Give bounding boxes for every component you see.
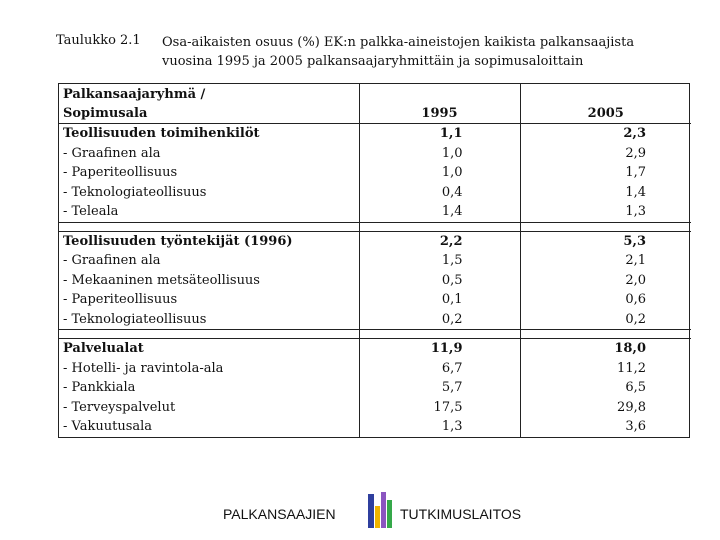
logo-bar-green <box>387 500 392 528</box>
row-value-2005: 11,2 <box>520 359 691 379</box>
row-value-2005: 29,8 <box>520 398 691 418</box>
row-label: - Terveyspalvelut <box>63 399 176 415</box>
table-row <box>59 271 691 291</box>
table-row <box>59 310 691 330</box>
section-value-2005: 5,3 <box>520 231 691 251</box>
row-value-1995: 1,0 <box>359 163 520 183</box>
data-table <box>58 83 690 438</box>
section-spacer-row <box>59 222 691 231</box>
section-title-label: Palvelualat <box>59 339 359 359</box>
row-label: - Hotelli- ja ravintola-ala <box>63 360 224 376</box>
table-number: Taulukko 2.1 <box>56 33 141 48</box>
header-year-1995: 1995 <box>359 84 520 124</box>
section-title-label: Teollisuuden työntekijät (1996) <box>59 231 359 251</box>
row-value-2005: 1,4 <box>520 183 691 203</box>
header-year-2005: 2005 <box>520 84 691 124</box>
table-row <box>59 202 691 222</box>
header-group-line-2: Sopimusala <box>63 106 148 121</box>
section-title-row <box>59 231 691 251</box>
table-row <box>59 183 691 203</box>
caption-line-1: Osa-aikaisten osuus (%) EK:n palkka-aineistojen kaikista palkansaajista <box>162 35 635 50</box>
section-title-label: Teollisuuden toimihenkilöt <box>59 124 359 144</box>
section-value-1995: 11,9 <box>359 339 520 359</box>
logo-bar-purple <box>381 492 386 528</box>
header-group-cell <box>59 84 359 124</box>
row-label: - Paperiteollisuus <box>63 165 178 180</box>
row-value-1995: 1,3 <box>359 417 520 437</box>
row-value-2005: 6,5 <box>520 378 691 398</box>
spacer-cell <box>359 222 520 231</box>
row-value-2005: 1,3 <box>520 202 691 222</box>
table-row <box>59 251 691 271</box>
section-value-2005: 18,0 <box>520 339 691 359</box>
row-value-1995: 6,7 <box>359 359 520 379</box>
logo-bar-yellow <box>375 506 380 528</box>
table-row <box>59 398 691 418</box>
row-label: - Mekaaninen metsäteollisuus <box>63 272 260 288</box>
table-header-row <box>59 84 691 124</box>
row-value-2005: 2,0 <box>520 271 691 291</box>
caption-line-2: vuosina 1995 ja 2005 palkansaajaryhmittäin ja sopimusaloittain <box>162 54 584 69</box>
section-title-row <box>59 339 691 359</box>
spacer-cell <box>359 330 520 339</box>
table-row <box>59 144 691 164</box>
spacer-cell <box>520 222 691 231</box>
row-value-2005: 2,1 <box>520 251 691 271</box>
row-label: - Graafinen ala <box>63 145 161 161</box>
row-value-2005: 3,6 <box>520 417 691 437</box>
table-row <box>59 378 691 398</box>
row-value-2005: 0,2 <box>520 310 691 330</box>
section-spacer-row <box>59 330 691 339</box>
table-row <box>59 417 691 437</box>
row-label: - Pankkiala <box>63 380 136 395</box>
row-value-1995: 1,0 <box>359 144 520 164</box>
row-value-1995: 0,4 <box>359 183 520 203</box>
table-row <box>59 163 691 183</box>
spacer-cell <box>59 222 359 231</box>
institute-logo <box>368 492 392 530</box>
footer-right-text: TUTKIMUSLAITOS <box>400 506 522 522</box>
row-value-1995: 0,5 <box>359 271 520 291</box>
spacer-cell <box>59 330 359 339</box>
row-value-1995: 1,4 <box>359 202 520 222</box>
section-value-1995: 1,1 <box>359 124 520 144</box>
row-label: - Paperiteollisuus <box>63 292 178 307</box>
row-value-1995: 1,5 <box>359 251 520 271</box>
row-value-1995: 5,7 <box>359 378 520 398</box>
row-label: - Teknologiateollisuus <box>63 184 207 200</box>
row-label: - Vakuutusala <box>63 419 153 434</box>
logo-bar-blue <box>368 494 374 528</box>
section-value-1995: 2,2 <box>359 231 520 251</box>
row-value-2005: 2,9 <box>520 144 691 164</box>
footer-left-text: PALKANSAAJIEN <box>223 506 336 522</box>
section-value-2005: 2,3 <box>520 124 691 144</box>
table-row <box>59 290 691 310</box>
row-label: - Teknologiateollisuus <box>63 311 207 327</box>
table-caption <box>162 33 634 71</box>
row-value-1995: 0,1 <box>359 290 520 310</box>
spacer-cell <box>520 330 691 339</box>
row-label: - Graafinen ala <box>63 253 161 268</box>
row-value-1995: 0,2 <box>359 310 520 330</box>
table-row <box>59 359 691 379</box>
section-title-row <box>59 124 691 144</box>
row-value-2005: 0,6 <box>520 290 691 310</box>
row-value-1995: 17,5 <box>359 398 520 418</box>
row-value-2005: 1,7 <box>520 163 691 183</box>
header-group-line-1: Palkansaajaryhmä / <box>63 87 206 102</box>
row-label: - Teleala <box>63 204 119 219</box>
